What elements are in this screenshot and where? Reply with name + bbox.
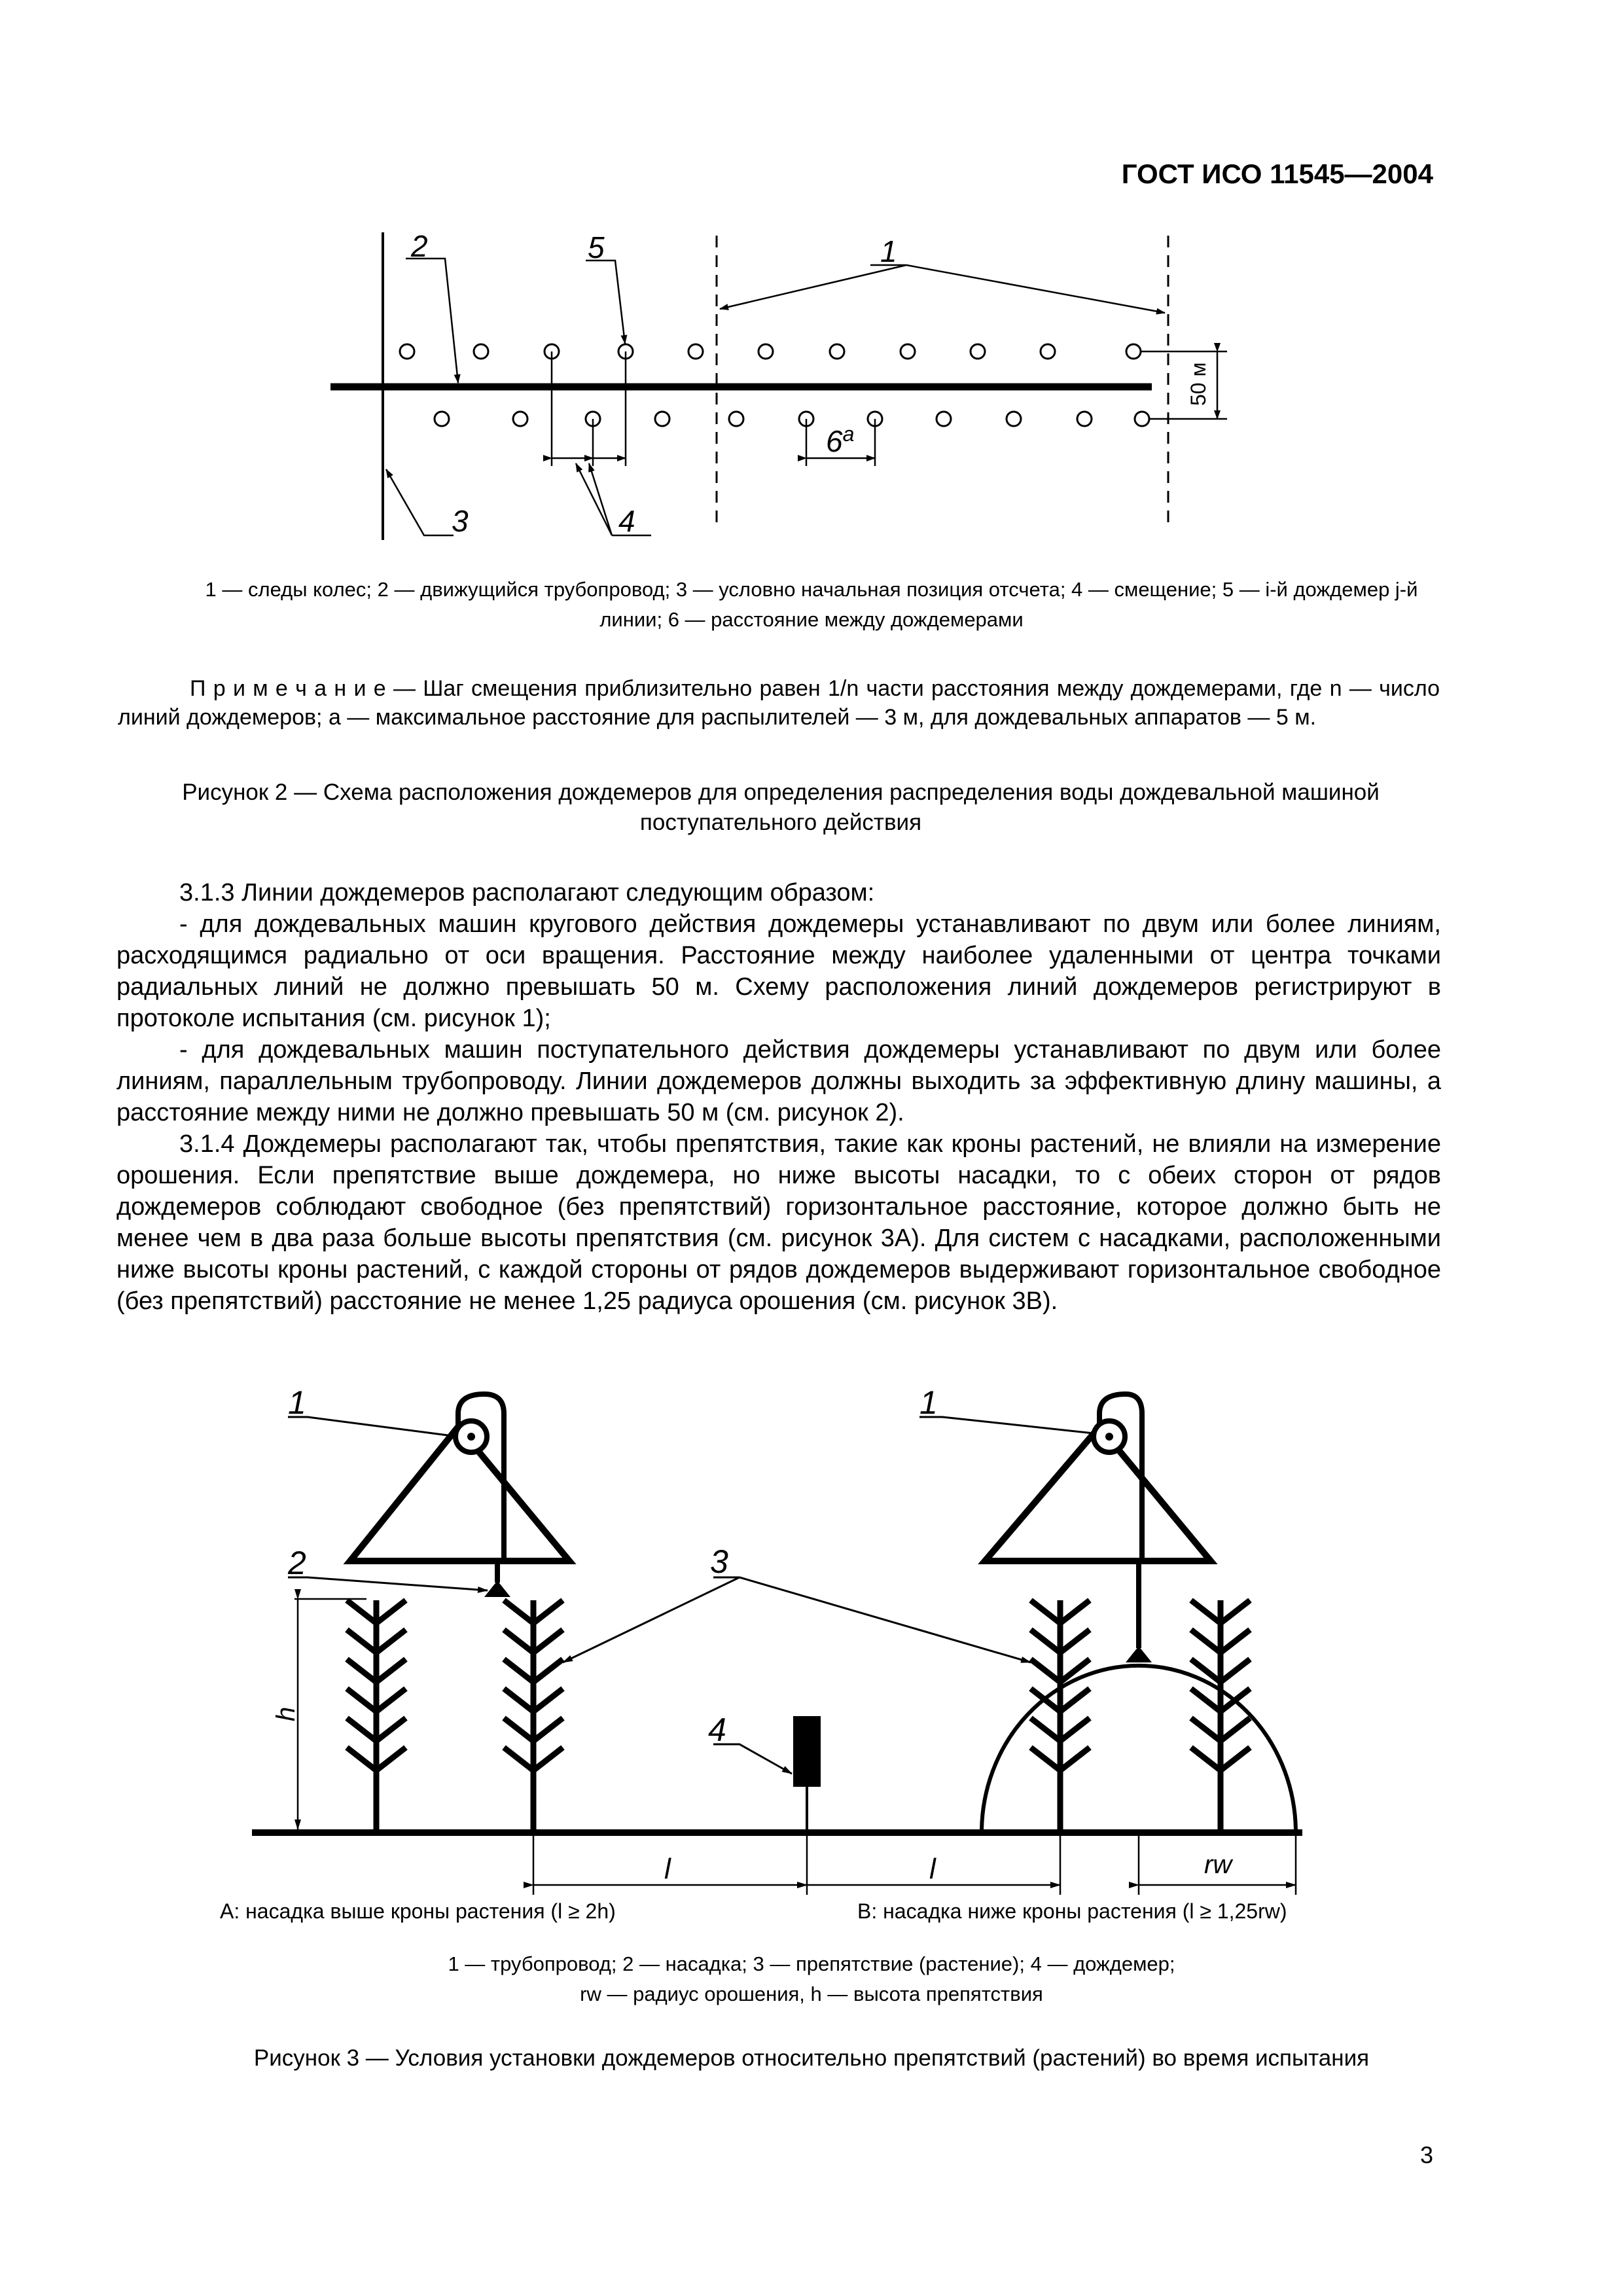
- figure-3-diagram: [0, 1374, 1623, 1924]
- fig2-caption-line2: поступательного действия: [639, 810, 922, 835]
- fig2-marker-3: 3: [452, 504, 469, 538]
- fig2-legend-line2: линии; 6 — расстояние между дождемерами: [599, 608, 1024, 631]
- fig3-marker-1b: 1: [919, 1384, 938, 1421]
- lower-row-gauges: [435, 412, 1149, 426]
- plant-a1: [347, 1600, 406, 1836]
- plant-b2: [1191, 1600, 1250, 1836]
- document-id-header: ГОСТ ИСО 11545—2004: [1121, 158, 1433, 189]
- dim-rw-label: rw: [1204, 1850, 1232, 1879]
- fig3-legend-line2: rw — радиус орошения, h — высота препятствия: [580, 1982, 1043, 2005]
- dim-l1-label: l: [664, 1853, 671, 1885]
- fig3-marker-2: 2: [288, 1545, 306, 1581]
- body-text: [116, 877, 1441, 1317]
- dim-50m-label: 50 м: [1186, 362, 1210, 406]
- fig2-marker-6-sup: a: [842, 422, 855, 446]
- fig3-legend: [157, 1949, 1466, 2009]
- fig3-caption: Рисунок 3 — Условия установки дождемеров относительно препятствий (растений) во время испытания: [253, 2045, 1370, 2071]
- pipeline-frame-a: [350, 1394, 569, 1597]
- fig3-marker-1a: 1: [288, 1384, 306, 1421]
- dim-l2-label: l: [929, 1853, 936, 1885]
- fig2-legend-line1: 1 — следы колес; 2 — движущийся трубопровод; 3 — условно начальная позиция отсчета; 4 — смещение; 5 — i-й дождемер j-й: [205, 578, 1418, 601]
- fig2-caption-line1: Рисунок 2 — Схема расположения дождемеров для определения распределения воды дождевальной машиной: [182, 780, 1380, 805]
- fig2-marker-6: [826, 422, 854, 458]
- fig2-legend: [111, 575, 1512, 635]
- figure-2-diagram: [0, 0, 1623, 576]
- fig3-label-b: B: насадка ниже кроны растения (l ≥ 1,25rw): [857, 1899, 1287, 1923]
- para-3-1-3: 3.1.3 Линии дождемеров располагают следующим образом:: [179, 879, 875, 906]
- fig3-marker-4: 4: [708, 1712, 726, 1748]
- fig2-note-head: П р и м е ч а н и е: [190, 676, 386, 701]
- fig2-marker-5: 5: [588, 230, 605, 264]
- plant-b1: [1031, 1600, 1090, 1836]
- fig3-label-a: A: насадка выше кроны растения (l ≥ 2h): [220, 1899, 616, 1923]
- upper-row-gauges: [400, 344, 1141, 359]
- fig3-marker-3: 3: [710, 1543, 728, 1580]
- para-3-1-4: 3.1.4 Дождемеры располагают так, чтобы препятствия, такие как кроны растений, не влияли на измерение орошения. Если препятствие выше дождемера, но ниже высоты насадки, то с обеих сторон от рядов дождемеров соблюдают свободное (без препятствий) горизонтальное расстояние, которое должно быть не менее чем в два раза больше высоты препятствия (см. рисунок 3A). Для систем с насадками, расположенными ниже высоты кроны растений, с каждой стороны от рядов дождемеров выдерживают горизонтальное свободное (без препятствий) расстояние не менее 1,25 радиуса орошения (см. рисунок 3B).: [116, 1130, 1441, 1315]
- plant-a2: [504, 1600, 563, 1836]
- fig2-marker-4: 4: [618, 504, 635, 538]
- fig2-note: [118, 674, 1440, 732]
- rain-gauge: [793, 1716, 821, 1787]
- dim-h-label: h: [272, 1706, 300, 1721]
- pipeline-frame-b: [985, 1394, 1211, 1662]
- page-number: 3: [1419, 2142, 1433, 2168]
- fig2-marker-1: 1: [880, 234, 897, 268]
- para-linear-machines: - для дождевальных машин поступательного действия дождемеры устанавливают по двум или более линиям, параллельным трубопроводу. Линии дождемеров должны выходить за эффективную длину машины, а расстояние между ними не должно превышать 50 м (см. рисунок 2).: [116, 1036, 1441, 1126]
- fig2-marker-2: 2: [411, 229, 428, 263]
- fig2-note-text: — Шаг смещения приблизительно равен 1/n части расстояния между дождемерами, где n — число линий дождемеров; a — максимальное расстояние для распылителей — 3 м, для дождевальных аппаратов — 5 м.: [118, 676, 1440, 730]
- fig3-legend-line1: 1 — трубопровод; 2 — насадка; 3 — препятствие (растение); 4 — дождемер;: [448, 1952, 1175, 1975]
- fig2-marker-6-num: 6: [826, 424, 843, 458]
- fig2-caption: [116, 778, 1445, 838]
- para-circular-machines: - для дождевальных машин кругового действия дождемеры устанавливают по двум или более линиям, расходящимся радиально от оси вращения. Расстояние между наиболее удаленными от центра точками радиальных линий не должно превышать 50 м. Схему расположения линий дождемеров регистрируют в протоколе испытания (см. рисунок 1);: [116, 910, 1441, 1032]
